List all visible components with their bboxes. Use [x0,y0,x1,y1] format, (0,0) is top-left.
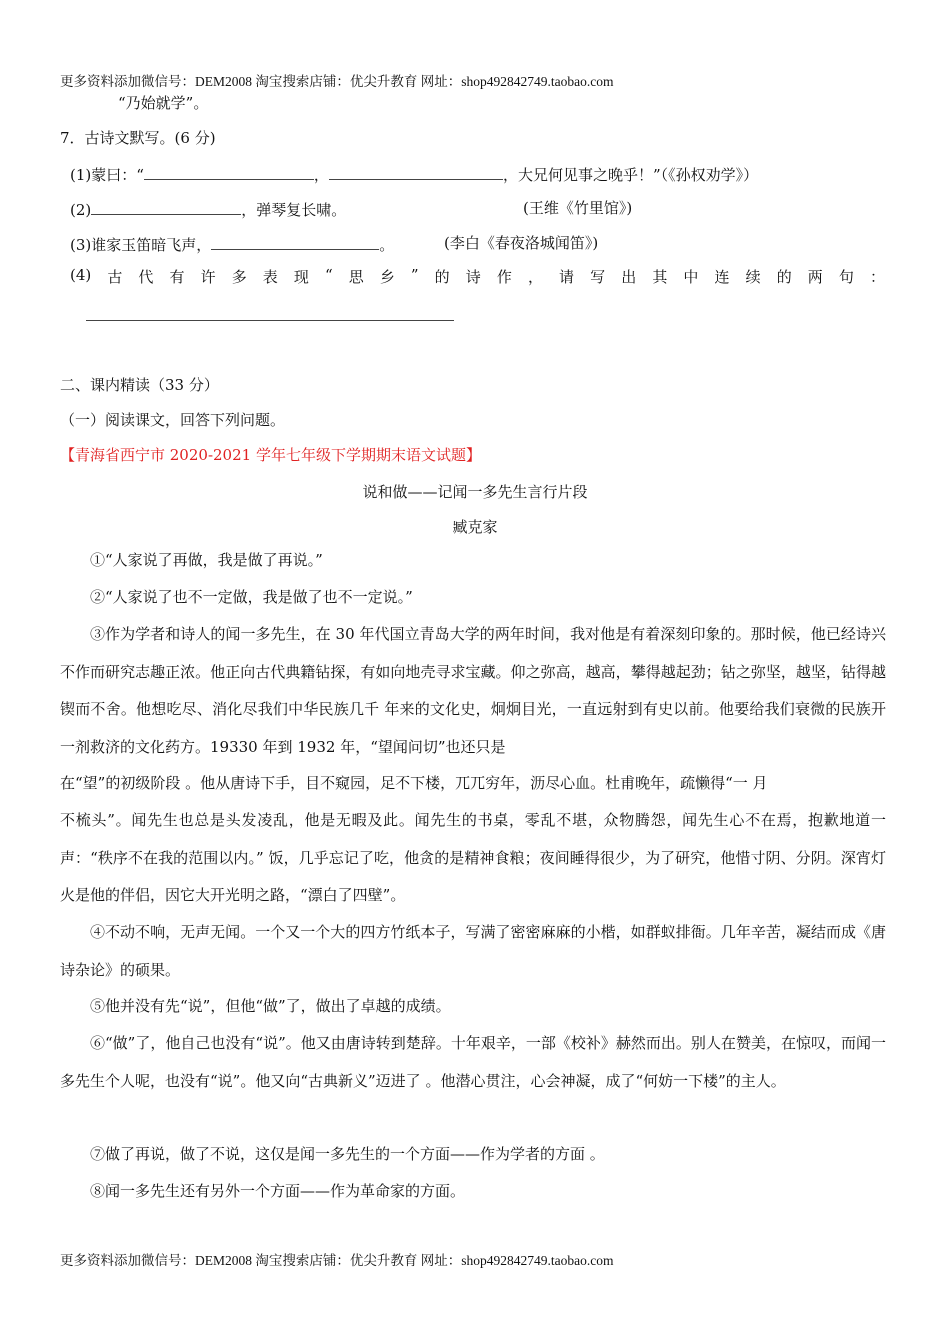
char: 中 [683,268,699,286]
char: 作 [496,268,512,286]
fill-blank[interactable] [329,163,503,180]
paragraph-3-cont: 在“望”的初级阶段 。他从唐诗下手，目不窥园，足不下楼，兀兀穷年，沥尽心血。杜甫晚年，疏懒得“一 月 [60,774,768,792]
paragraph-1: ①“人家说了再做，我是做了再说。” [90,551,323,569]
char: ： [869,268,885,286]
page-footer: 更多资料添加微信号：DEM2008 淘宝搜索店铺：优尖升教育 网址：shop492842749.taobao.com [60,1253,614,1268]
char: 出 [621,268,637,286]
char: 句 [838,268,854,286]
char: 连 [714,268,730,286]
paragraph-4: ④不动不响，无声无闻。一个又一个大的四方竹纸本子，写满了密密麻麻的小楷，如群蚁排衙。几年辛苦，凝结而成《唐诗杂论》的硕果。 [60,923,886,979]
char: 代 [138,268,154,286]
fill-blank[interactable] [144,163,314,180]
item-1-prefix: (1)蒙曰：“ [70,166,144,184]
source-tag: 【青海省西宁市 2020-2021 学年七年级下学期期末语文试题】 [60,446,481,464]
paragraph-6: ⑥“做”了，他自己也没有“说”。他又由唐诗转到楚辞。十年艰辛，一部《校补》赫然而出。别人在赞美，在惊叹，而闻一多先生个人呢，也没有“说”。他又向“古典新义”迈进了 。他潜心贯注，心会神凝，成了“何妨一下楼”的主人。 [60,1034,886,1090]
question-7-item-1 [70,163,758,185]
char: 两 [807,268,823,286]
question-7-item-4 [70,266,885,287]
question-7-item-3 [70,233,394,255]
char: ” [410,266,419,284]
item-2-suffix: ，弹琴复长啸。 [241,201,347,219]
subsection-1-title: （一）阅读课文，回答下列问题。 [60,411,286,429]
char: 诗 [465,268,481,286]
question-7-item-2 [70,198,346,220]
item-3-suffix: 。 [379,236,395,254]
paragraph-7: ⑦做了再说，做了不说，这仅是闻一多先生的一个方面——作为学者的方面 。 [90,1145,605,1163]
char: 古 [107,268,123,286]
fill-blank[interactable] [211,233,379,250]
paragraph-3-cont-2: 不梳头”。闻先生也总是头发凌乱，他是无暇及此。闻先生的书桌，零乱不堪，众物腾怨，闻先生心不在焉，抱歉地道一 声：“秩序不在我的范围以内。” 饭，几乎忘记了吃，他贪的是精神食粮；夜间睡得很少，为了研究，他惜寸阴、分阴。深宵灯火是他的伴侣，因它大开光明之路，“漂白了四壁”。 [60,811,886,904]
question-7-title: 7．古诗文默写。(6 分) [60,129,216,147]
char: (4) [70,266,92,284]
char: 续 [745,268,761,286]
prev-continuation: “乃始就学”。 [118,94,209,112]
paragraph-2: ②“人家说了也不一定做，我是做了也不一定说。” [90,588,413,606]
page-header: 更多资料添加微信号：DEM2008 淘宝搜索店铺：优尖升教育 网址：shop492842749.taobao.com [60,74,614,89]
fill-blank[interactable] [91,198,241,215]
item-3-prefix: (3)谁家玉笛暗飞声， [70,236,212,254]
item-1-suffix: ，大兄何见事之晚乎！”（《孙权劝学》） [502,166,759,184]
char: 写 [590,268,606,286]
item-2-prefix: (2) [70,201,92,219]
item-2-source: (王维《竹里馆》) [523,199,633,217]
char: 许 [200,268,216,286]
char: 其 [652,268,668,286]
char: 乡 [379,268,395,286]
char: 现 [293,268,309,286]
paragraph-8: ⑧闻一多先生还有另外一个方面——作为革命家的方面。 [90,1182,466,1200]
item-1-mid: ， [313,166,329,184]
article-title: 说和做——记闻一多先生言行片段 [362,483,588,501]
char: 的 [776,268,792,286]
char: 表 [262,268,278,286]
char: 思 [348,268,364,286]
char: ， [527,268,543,286]
section-2-title: 二、课内精读（33 分） [60,376,219,394]
paragraph-3: ③作为学者和诗人的闻一多先生，在 30 年代国立青岛大学的两年时间，我对他是有着深刻印象的。那时候，他已经诗兴不作而研究志趣正浓。他正向古代典籍钻探，有如向地壳寻求宝藏。仰之弥高，越高，攀得越起劲；钻之弥坚，越坚，钻得越锲而不舍。他想吃尽、消化尽我们中华民族几千 年来的文化史，炯炯目光，一直远射到有史以前。他要给我们衰微的民族开一剂救济的文化药方。19330 年到 1932 年，“望闻问切”也还只是 [60,625,886,756]
answer-line[interactable] [86,320,454,321]
char: 的 [434,268,450,286]
paragraph-5: ⑤他并没有先“说”，但他“做”了，做出了卓越的成绩。 [90,997,451,1015]
article-author: 臧克家 [452,518,498,536]
char: 有 [169,268,185,286]
char: 请 [559,268,575,286]
item-3-source: (李白《春夜洛城闻笛》) [444,234,599,252]
char: “ [324,266,333,284]
char: 多 [231,268,247,286]
